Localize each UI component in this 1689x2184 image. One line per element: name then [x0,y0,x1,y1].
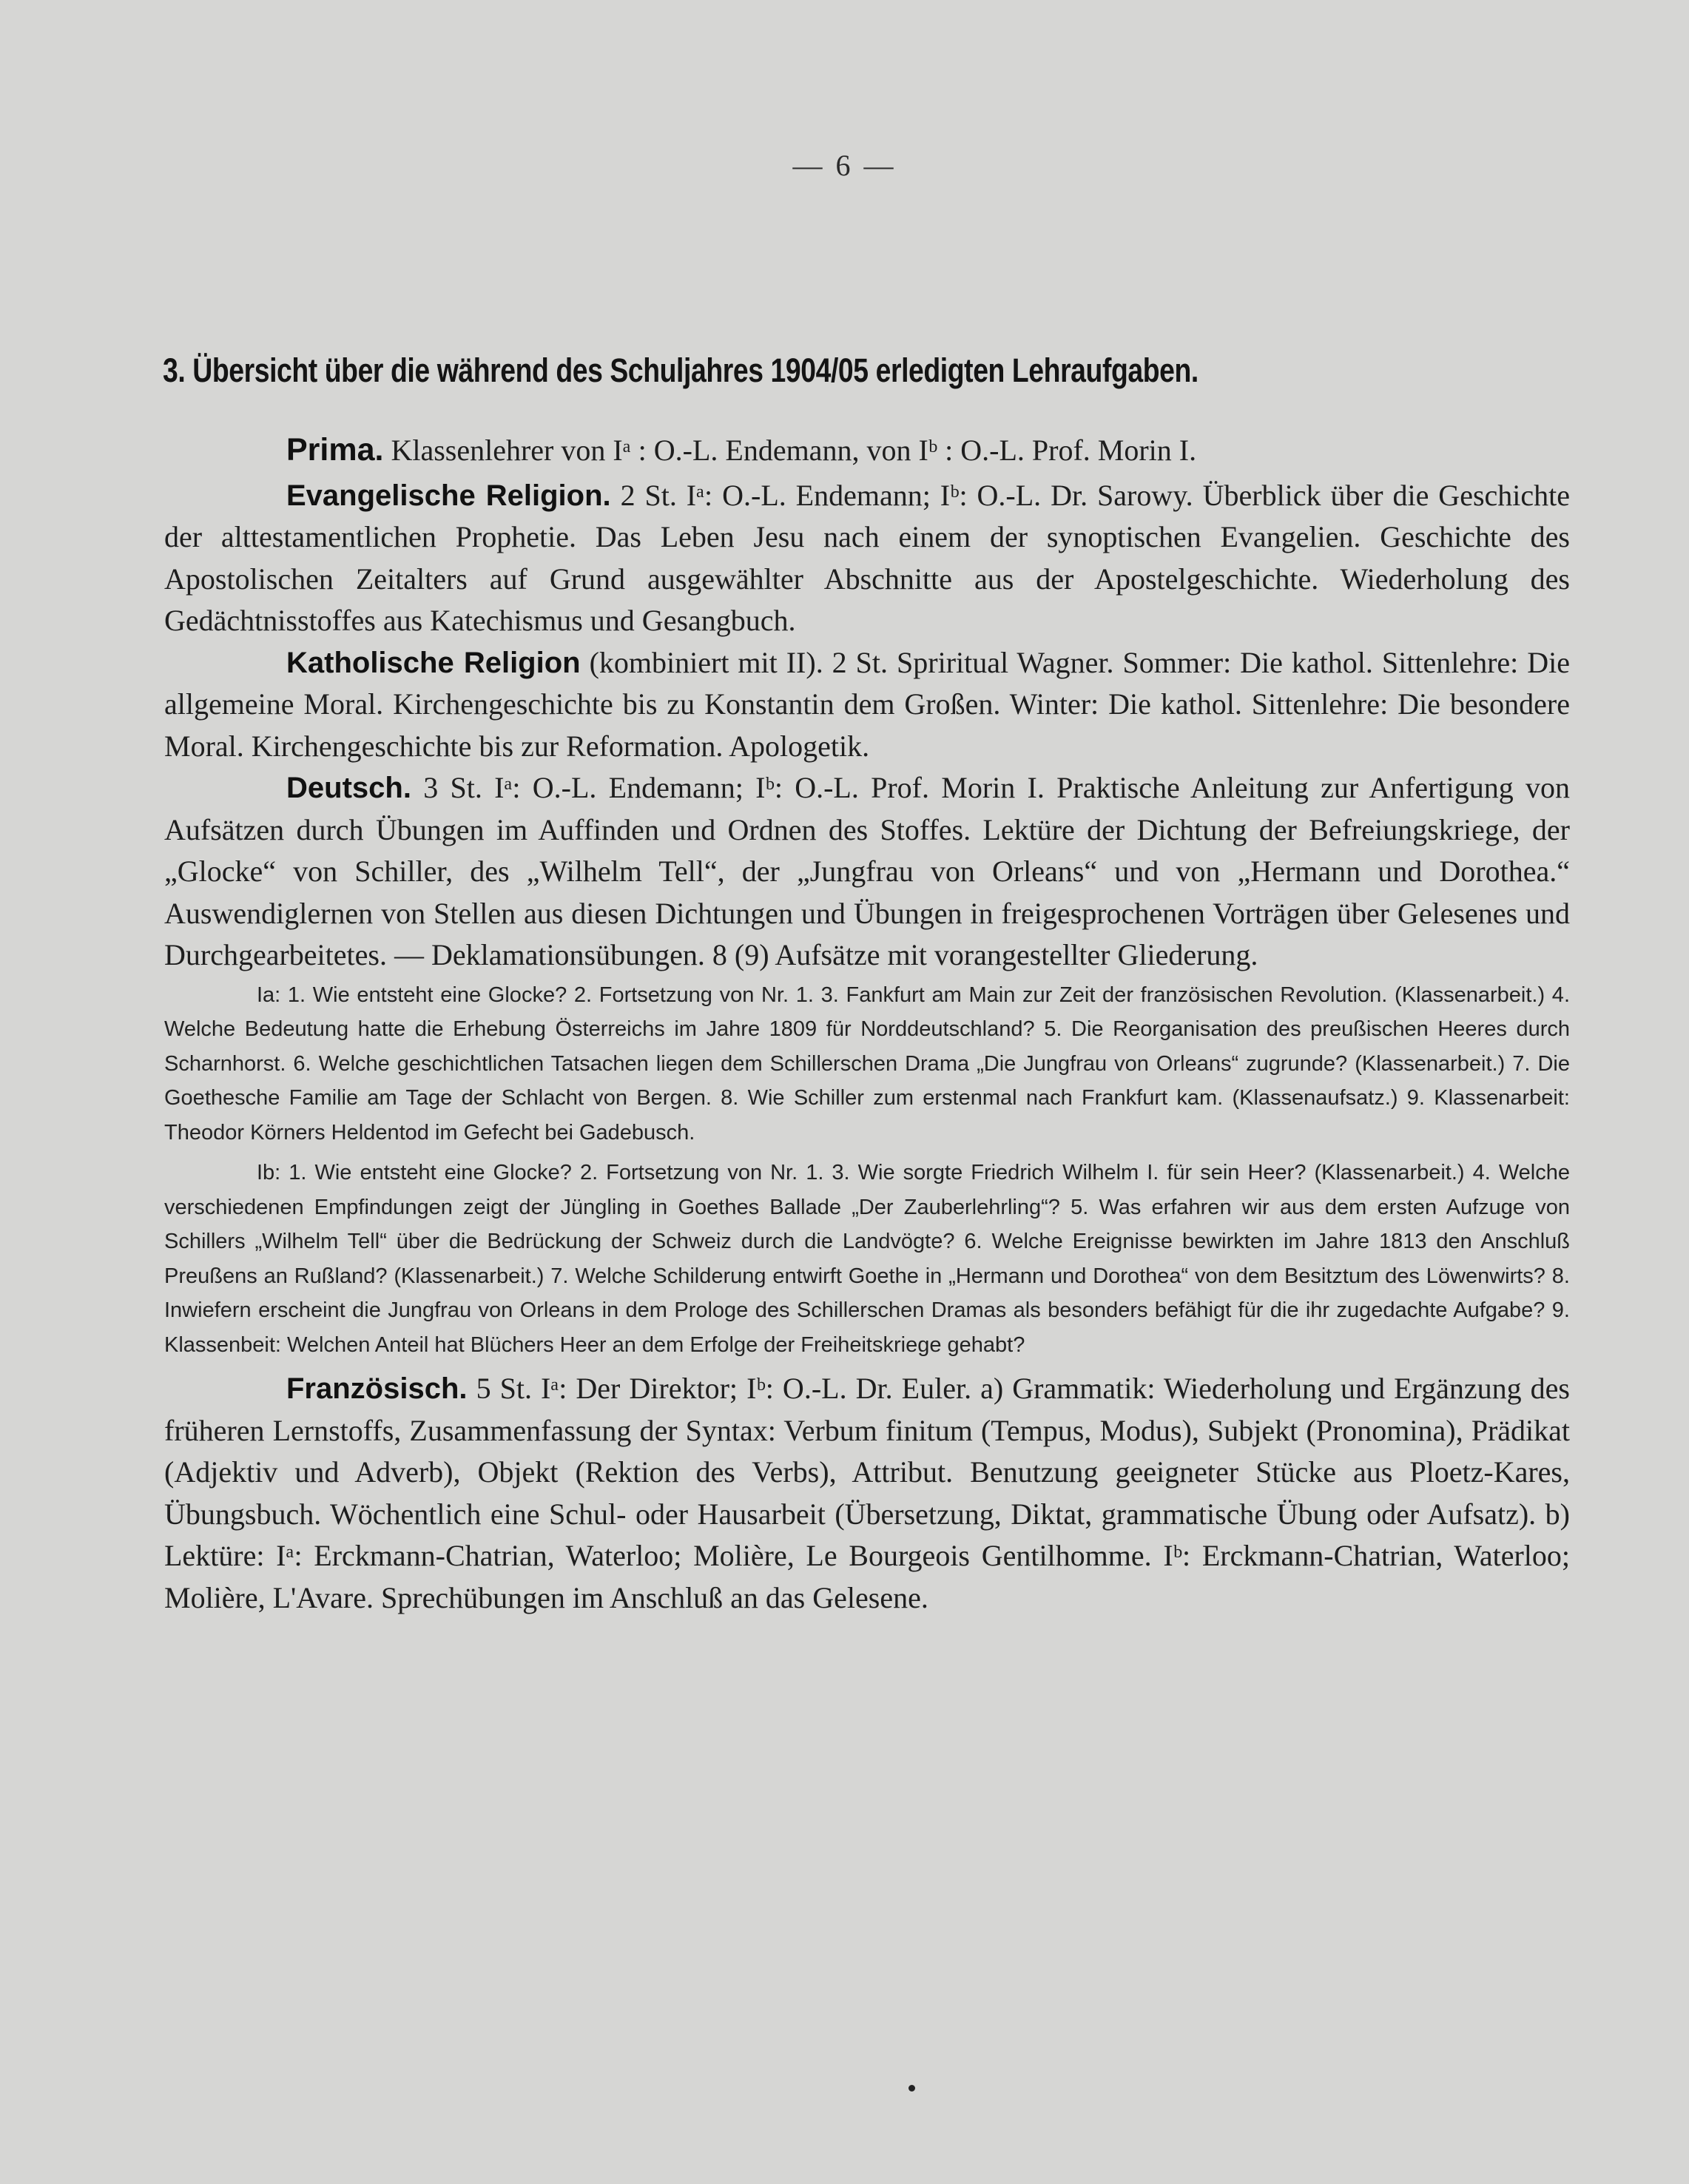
subject-title-franzoesisch: Französisch. [286,1372,468,1405]
class-label: Prima. [286,432,384,468]
subject-title-katholisch: Katholische Religion [286,646,581,679]
subject-text-deutsch: 3 St. Iᵃ: O.-L. Endemann; Iᵇ: O.-L. Prof. Morin I. Praktische Anleitung zur Anfertigung von Aufsätzen durch Übungen im Auffinden und Ordnen des Stoffes. Lektüre der Dichtung der Befreiungskriege, der „Glocke“ von Schiller, des „Wilhelm Tell“, der „Jungfrau von Orleans“ und von „Hermann und Dorothea.“ Auswendiglernen von Stellen aus diesen Dichtungen und Übungen in freigesprochenen Vorträgen über Gelesenes und Durchgearbeitetes. — Deklamationsübungen. 8 (9) Aufsätze mit vorangestellter Gliederung. [164,771,1570,971]
subject-text-franzoesisch: 5 St. Iᵃ: Der Direktor; Iᵇ: O.-L. Dr. Euler. a) Grammatik: Wiederholung und Ergänzung des früheren Lernstoffs, Zusammenfassung der Syntax: Verbum finitum (Tempus, Modus), Subjekt (Pronomina), Prädikat (Adjektiv und Adverb), Objekt (Rektion des Verbs), Attribut. Benutzung geeigneter Stücke aus Ploetz-Kares, Übungsbuch. Wöchentlich eine Schul- oder Hausarbeit (Übersetzung, Diktat, grammatische Übung oder Aufsatz). b) Lektüre: Iᵃ: Erckmann-Chatrian, Waterloo; Molière, Le Bourgeois Gentilhomme. Iᵇ: Erckmann-Chatrian, Waterloo; Molière, L'Avare. Sprechübungen im Anschluß an das Gelesene. [164,1372,1570,1614]
section-katholisch [164,642,1570,768]
class-line [164,429,1570,472]
subject-text-katholisch: (kombiniert mit II). 2 St. Spriritual Wagner. Sommer: Die kathol. Sittenlehre: Die allgemeine Moral. Kirchengeschichte bis zu Konstantin dem Großen. Winter: Die kathol. Sittenlehre: Die besondere Moral. Kirchengeschichte bis zur Reformation. Apologetik. [164,645,1570,763]
class-teachers: Klassenlehrer von Iᵃ : O.-L. Endemann, von Iᵇ : O.-L. Prof. Morin I. [391,434,1197,467]
section-heading: 3. Übersicht über die während des Schuljahres 1904/05 erledigten Lehraufgaben. [163,351,1199,389]
section-evangelisch [164,475,1570,642]
subject-title-deutsch: Deutsch. [286,772,411,804]
subject-text-evangelisch: 2 St. Iᵃ: O.-L. Endemann; Iᵇ: O.-L. Dr. Sarowy. Überblick über die Geschichte der alttestamentlichen Prophetie. Das Leben Jesu nach einem der synoptischen Evangelien. Geschichte des Apostolischen Zeitalters auf Grund ausgewählter Abschnitte aus der Apostelgeschichte. Wiederholung des Gedächtnisstoffes aus Katechismus und Gesangbuch. [164,478,1570,637]
essay-topics-ia: Ia: 1. Wie entsteht eine Glocke? 2. Fortsetzung von Nr. 1. 3. Fankfurt am Main zur Zeit der französischen Revolution. (Klassenarbeit.) 4. Welche Bedeutung hatte die Erhebung Österreichs im Jahre 1809 für Norddeutschland? 5. Die Reorganisation des preußischen Heeres durch Scharnhorst. 6. Welche geschichtlichen Tatsachen liegen dem Schillerschen Drama „Die Jungfrau von Orleans“ zugrunde? (Klassenarbeit.) 7. Die Goethesche Familie am Tage der Schlacht von Bergen. 8. Wie Schiller zum erstenmal nach Frankfurt kam. (Klassenaufsatz.) 9. Klassenarbeit: Theodor Körners Heldentod im Gefecht bei Gadebusch. [164,983,1570,1145]
section-deutsch [164,767,1570,977]
subject-title-evangelisch: Evangelische Religion. [286,479,611,512]
page-body [164,429,1570,1619]
page-number: — 6 — [792,149,897,182]
essay-topics-ib: Ib: 1. Wie entsteht eine Glocke? 2. Fortsetzung von Nr. 1. 3. Wie sorgte Friedrich Wilhelm I. für sein Heer? (Klassenarbeit.) 4. Welche verschiedenen Empfindungen zeigt der Jüngling in Goethes Ballade „Der Zauberlehrling“? 5. Was erfahren wir aus dem ersten Aufzuge von Schillers „Wilhelm Tell“ über die Bedrückung der Schweiz durch die Landvögte? 6. Welche Ereignisse bewirkten im Jahre 1813 den Anschluß Preußens an Rußland? (Klassenarbeit.) 7. Welche Schilderung entwirft Goethe in „Hermann und Dorothea“ von dem Besitztum des Löwenwirts? 8. Inwiefern erscheint die Jungfrau von Orleans in dem Prologe des Schillerschen Dramas als besonders befähigt für die ihr zugedachte Aufgabe? 9. Klassenbeit: Welchen Anteil hat Blüchers Heer an dem Erfolge der Freiheitskriege gehabt? [164,1161,1570,1357]
ink-dot [908,2085,915,2092]
section-franzoesisch [164,1368,1570,1619]
